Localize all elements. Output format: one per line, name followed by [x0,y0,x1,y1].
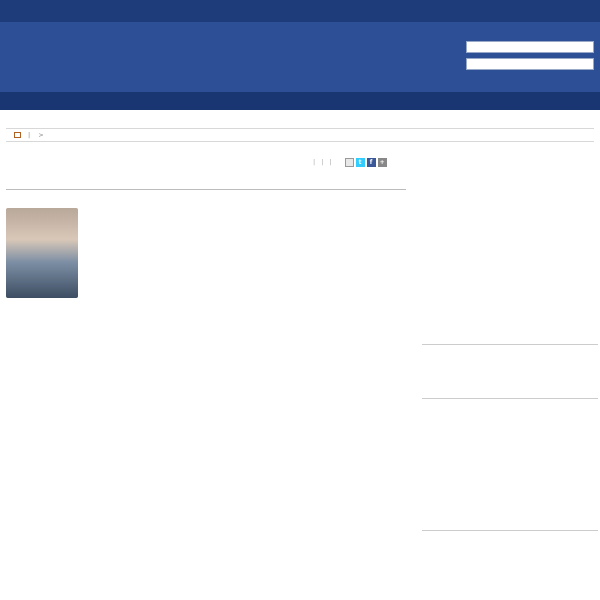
breadcrumb-separator: > [38,131,44,139]
site-header [0,22,600,92]
email-icon[interactable] [345,158,354,167]
sidebar [422,186,598,190]
login-form [394,40,594,79]
home-icon[interactable] [14,132,21,138]
twitter-icon[interactable]: t [356,158,365,167]
breadcrumb [6,128,594,142]
toolbar-separator: | [321,158,324,166]
divider [422,530,598,531]
divider [422,344,598,345]
article-title [6,186,406,190]
author-photo [6,208,78,298]
article-toolbar [310,156,387,168]
top-nav [0,0,600,22]
share-icon[interactable]: + [379,158,385,166]
share-icons [343,158,387,167]
divider [422,398,598,399]
breadcrumb-separator: | [28,131,31,139]
toolbar-separator: | [313,158,316,166]
password-input[interactable] [466,58,594,70]
section-nav [0,92,600,110]
article [6,186,406,600]
facebook-icon[interactable]: f [367,158,376,167]
toolbar-separator: | [329,158,332,166]
username-input[interactable] [466,41,594,53]
